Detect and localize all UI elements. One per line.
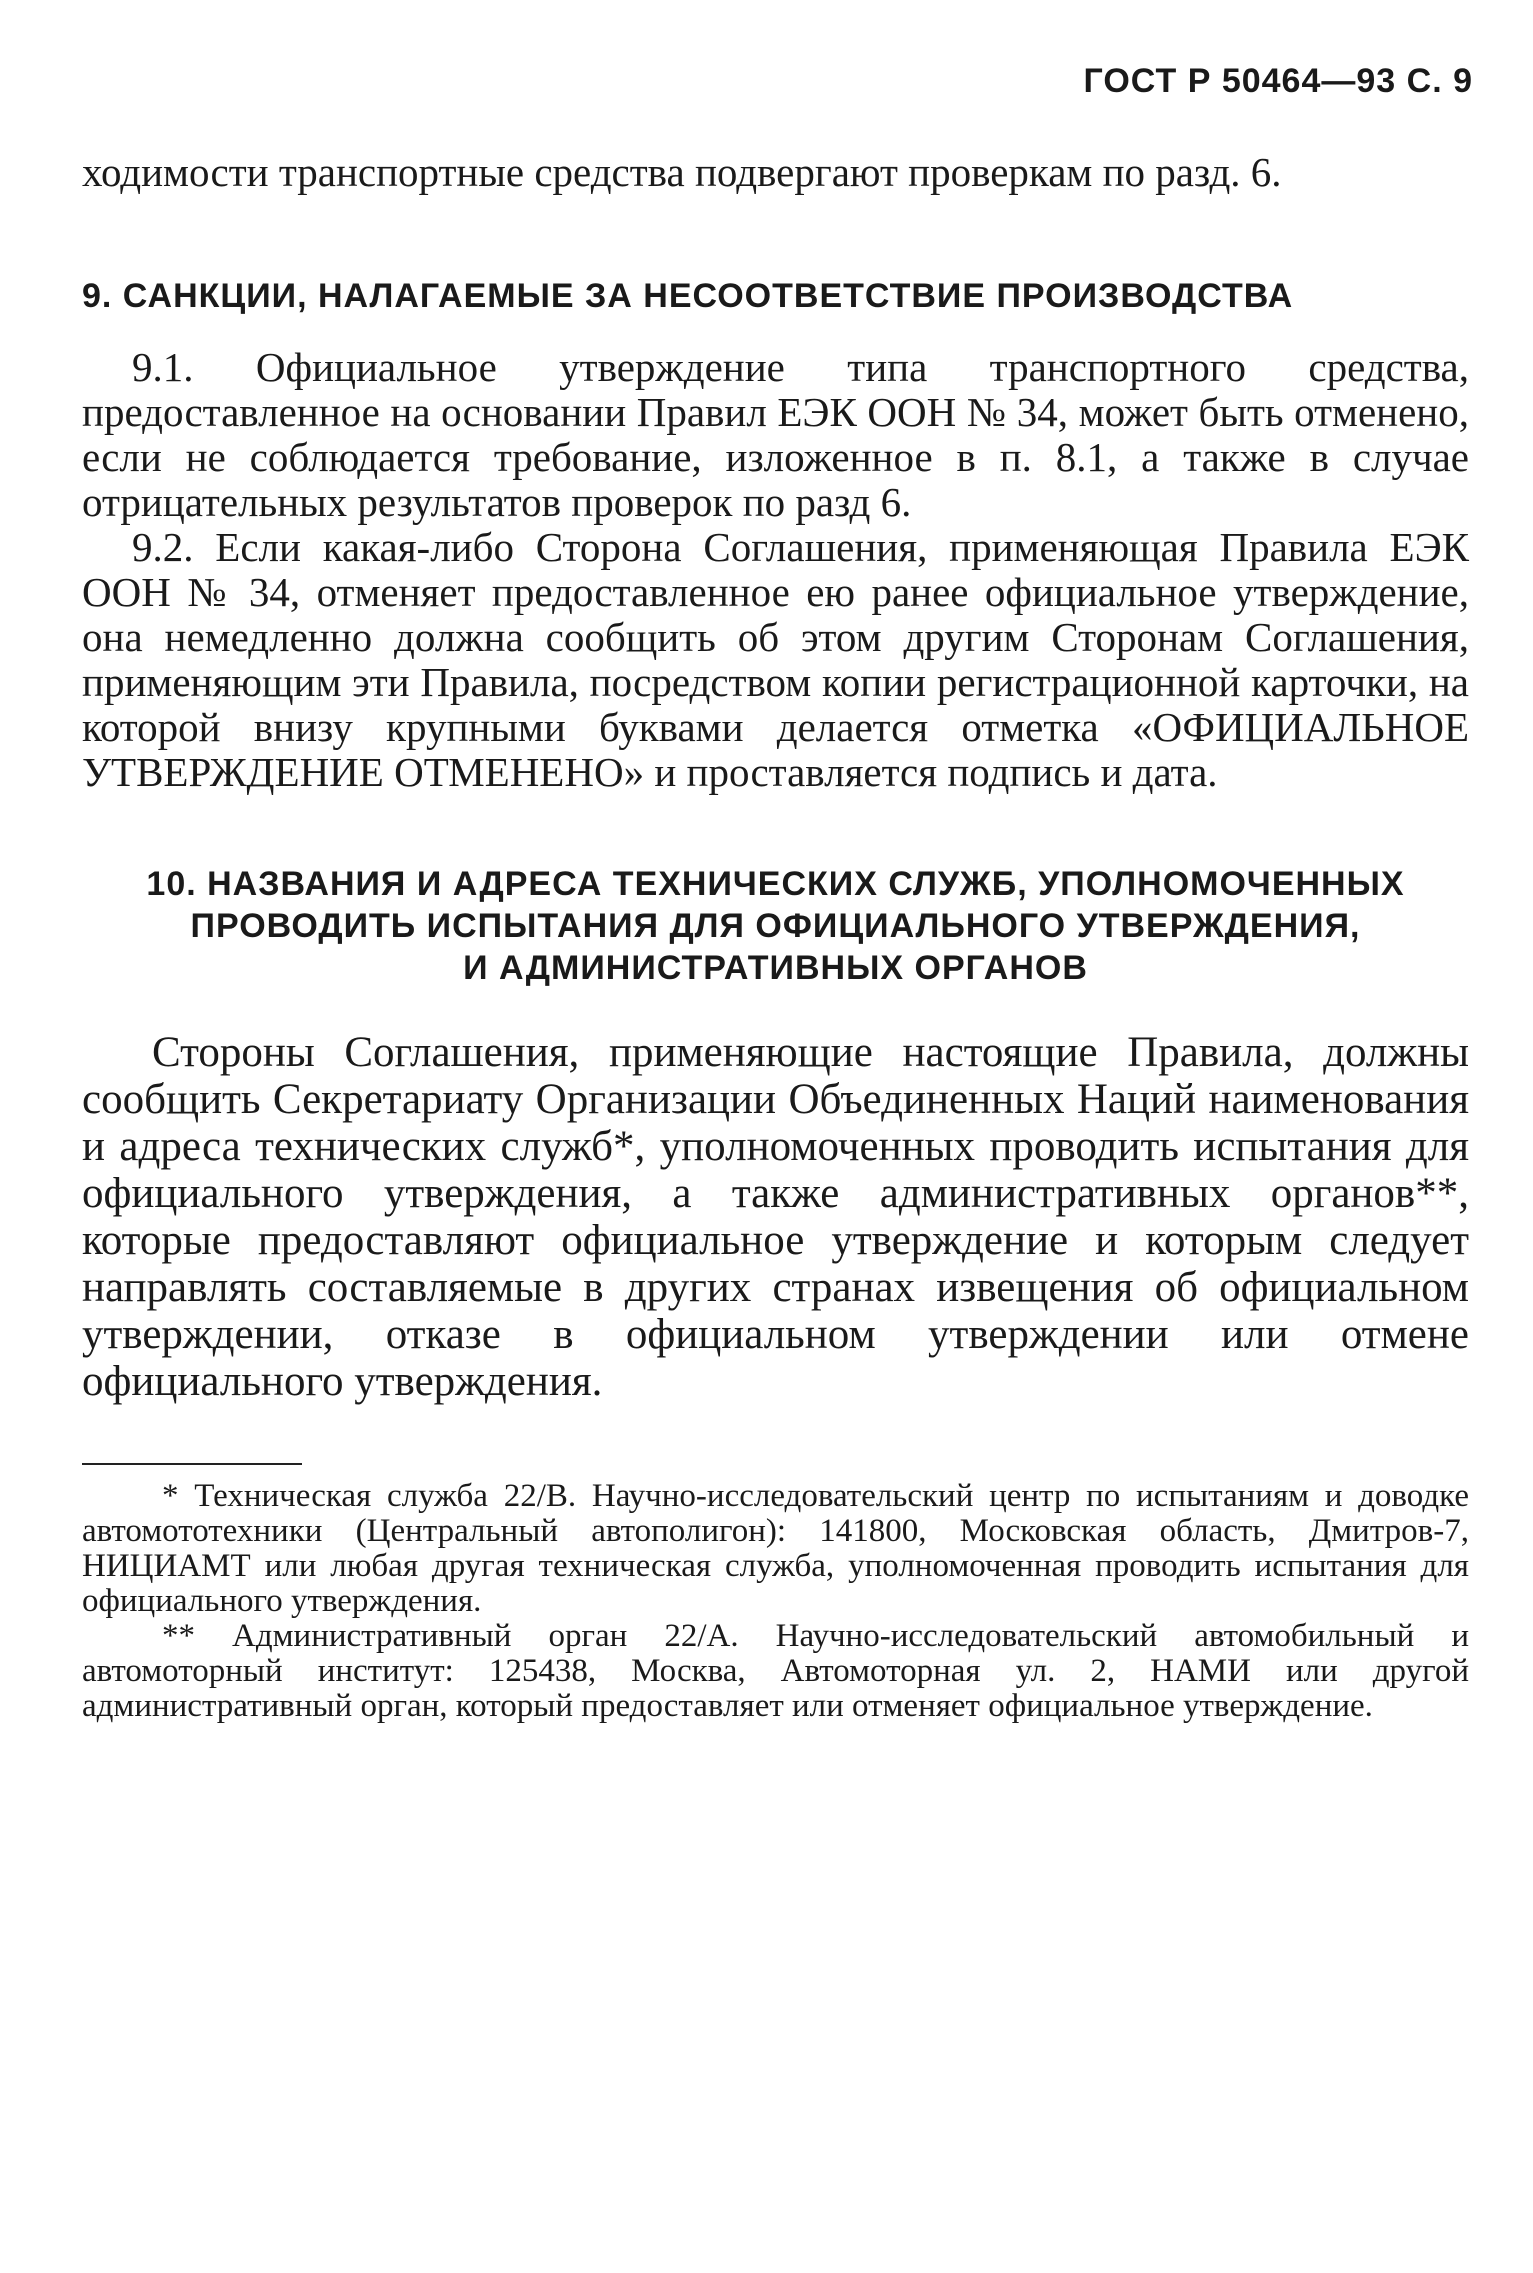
footnote-administrative-body: ** Административный орган 22/А. Научно-исследовательский автомобильный и автомоторный институт: 125438, Москва, Автомоторная ул. 2, НАМИ или другой административный орган, который предоставляет или отменяет официальное утверждение. (82, 1618, 1469, 1724)
section-9-heading: 9. САНКЦИИ, НАЛАГАЕМЫЕ ЗА НЕСООТВЕТСТВИЕ ПРОИЗВОДСТВА (82, 277, 1294, 315)
section-10-heading-line-2: ПРОВОДИТЬ ИСПЫТАНИЯ ДЛЯ ОФИЦИАЛЬНОГО УТВЕРЖДЕНИЯ, (190, 907, 1361, 945)
page-content (82, 150, 1469, 1724)
continuation-paragraph: ходимости транспортные средства подвергают проверкам по разд. 6. (82, 149, 1282, 195)
footnote-technical-service: * Техническая служба 22/В. Научно-исследовательский центр по испытаниям и доводке автомототехники (Центральный автополигон): 141800, Московская область, Дмитров-7, НИЦИАМТ или любая другая техническая служба, уполномоченная проводить испытания для официального утверждения. (82, 1478, 1469, 1619)
section-10-heading (82, 863, 1469, 989)
section-10-heading-line-1: 10. НАЗВАНИЯ И АДРЕСА ТЕХНИЧЕСКИХ СЛУЖБ, УПОЛНОМОЧЕННЫХ (146, 865, 1405, 903)
paragraph-9-1: 9.1. Официальное утверждение типа транспортного средства, предоставленное на основании Правил ЕЭК ООН № 34, может быть отменено, если не соблюдается требование, изложенное в п. 8.1, а также в случае отрицательных результатов проверок по разд 6. (82, 344, 1469, 525)
paragraph-9-2: 9.2. Если какая-либо Сторона Соглашения, применяющая Правила ЕЭК ООН № 34, отменяет предоставленное ею ранее официальное утверждение, она немедленно должна сообщить об этом другим Сторонам Соглашения, применяющим эти Правила, посредством копии регистрационной карточки, на которой внизу крупными буквами делается отметка «ОФИЦИАЛЬНОЕ УТВЕРЖДЕНИЕ ОТМЕНЕНО» и проставляется подпись и дата. (82, 524, 1469, 795)
running-header: ГОСТ Р 50464—93 С. 9 (1083, 62, 1473, 100)
footnote-divider (82, 1463, 302, 1465)
section-10-heading-line-3: И АДМИНИСТРАТИВНЫХ ОРГАНОВ (463, 949, 1088, 987)
section-10-paragraph: Стороны Соглашения, применяющие настоящие Правила, должны сообщить Секретариату Организации Объединенных Наций наименования и адреса технических служб*, уполномоченных проводить испытания для официального утверждения, а также административных органов**, которые предоставляют официальное утверждение и которым следует направлять составляемые в других странах извещения об официальном утверждении, отказе в официальном утверждении или отмене официального утверждения. (82, 1029, 1469, 1405)
